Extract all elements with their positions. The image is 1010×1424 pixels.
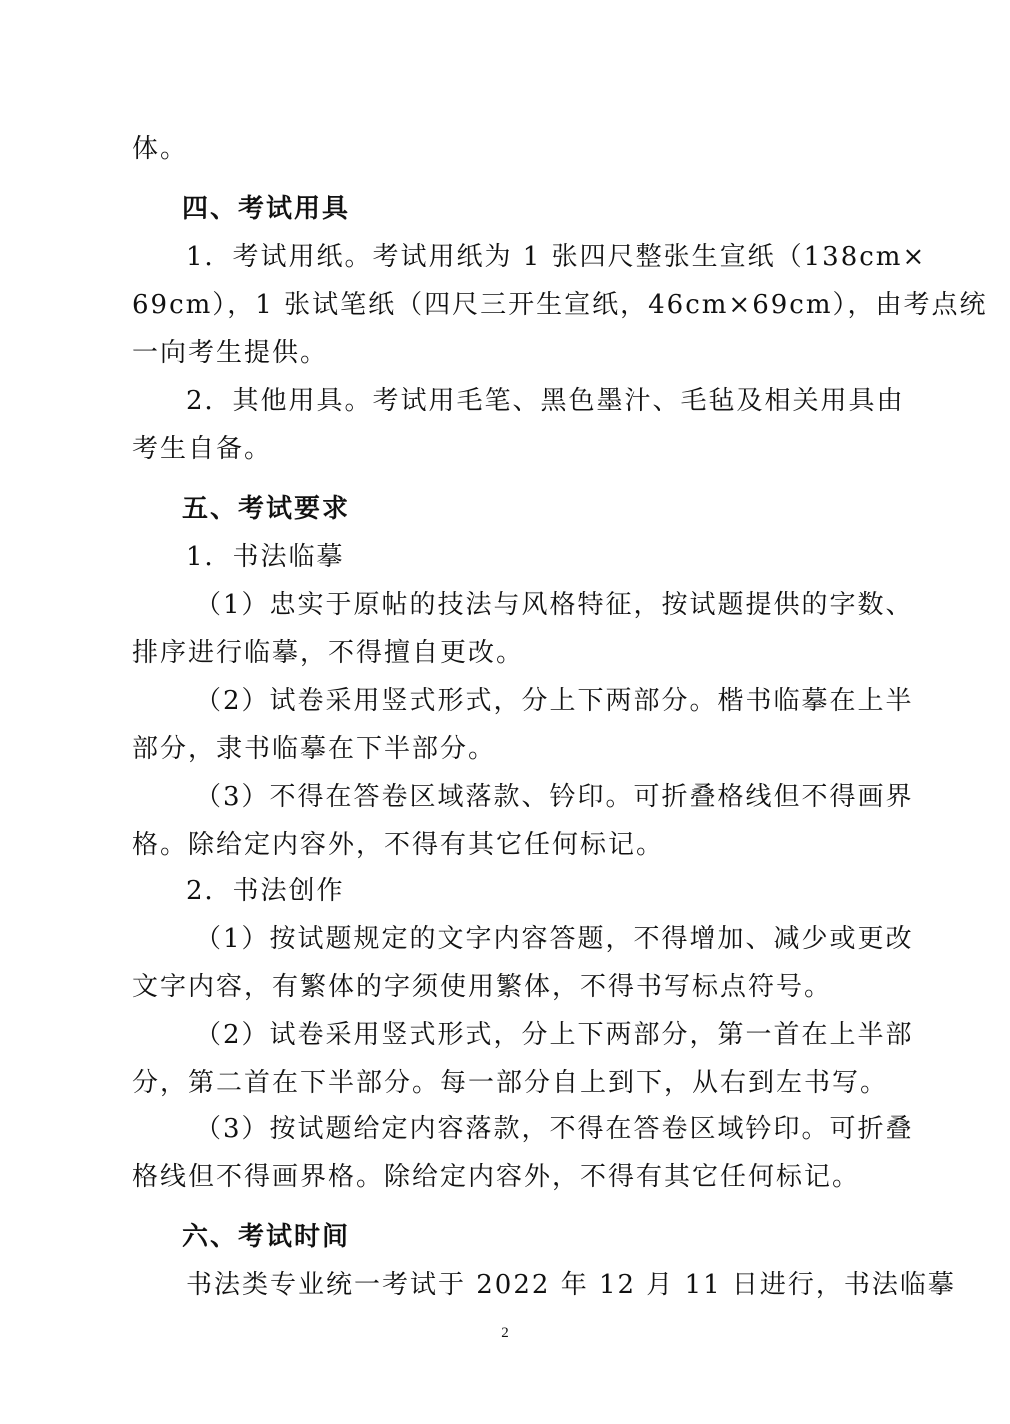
section-heading-5: 五、考试要求 (182, 494, 351, 524)
text-line: 格线但不得画界格。除给定内容外，不得有其它任何标记。 (132, 1162, 861, 1192)
text-line: 考生自备。 (132, 434, 273, 464)
text-line: 一向考生提供。 (132, 338, 329, 368)
subsection-heading: 1．书法临摹 (186, 542, 345, 572)
text-line: （2）试卷采用竖式形式，分上下两部分。楷书临摹在上半 (195, 686, 914, 716)
text-line: （2）试卷采用竖式形式，分上下两部分，第一首在上半部 (195, 1020, 914, 1050)
text-line: （3）不得在答卷区域落款、钤印。可折叠格线但不得画界 (195, 782, 914, 812)
text-line: 2．其他用具。考试用毛笔、黑色墨汁、毛毡及相关用具由 (186, 386, 905, 416)
text-line: （1）忠实于原帖的技法与风格特征，按试题提供的字数、 (195, 590, 914, 620)
text-line: 排序进行临摹，不得擅自更改。 (132, 638, 525, 668)
page-number: 2 (501, 1325, 509, 1341)
text-line: （1）按试题规定的文字内容答题，不得增加、减少或更改 (195, 924, 914, 954)
text-line: 书法类专业统一考试于 2022 年 12 月 11 日进行，书法临摹 (186, 1270, 956, 1300)
text-line: 分，第二首在下半部分。每一部分自上到下，从右到左书写。 (132, 1068, 889, 1098)
subsection-heading: 2．书法创作 (186, 876, 345, 906)
section-heading-4: 四、考试用具 (182, 194, 351, 224)
text-line: （3）按试题给定内容落款，不得在答卷区域钤印。可折叠 (195, 1114, 914, 1144)
text-line: 69cm），1 张试笔纸（四尺三开生宣纸，46cm×69cm），由考点统 (132, 290, 988, 320)
text-line: 1．考试用纸。考试用纸为 1 张四尺整张生宣纸（138cm× (186, 242, 927, 272)
text-line: 体。 (132, 134, 189, 164)
text-line: 部分，隶书临摹在下半部分。 (132, 734, 497, 764)
text-line: 格。除给定内容外，不得有其它任何标记。 (132, 830, 665, 860)
text-line: 文字内容，有繁体的字须使用繁体，不得书写标点符号。 (132, 972, 833, 1002)
section-heading-6: 六、考试时间 (182, 1222, 351, 1252)
